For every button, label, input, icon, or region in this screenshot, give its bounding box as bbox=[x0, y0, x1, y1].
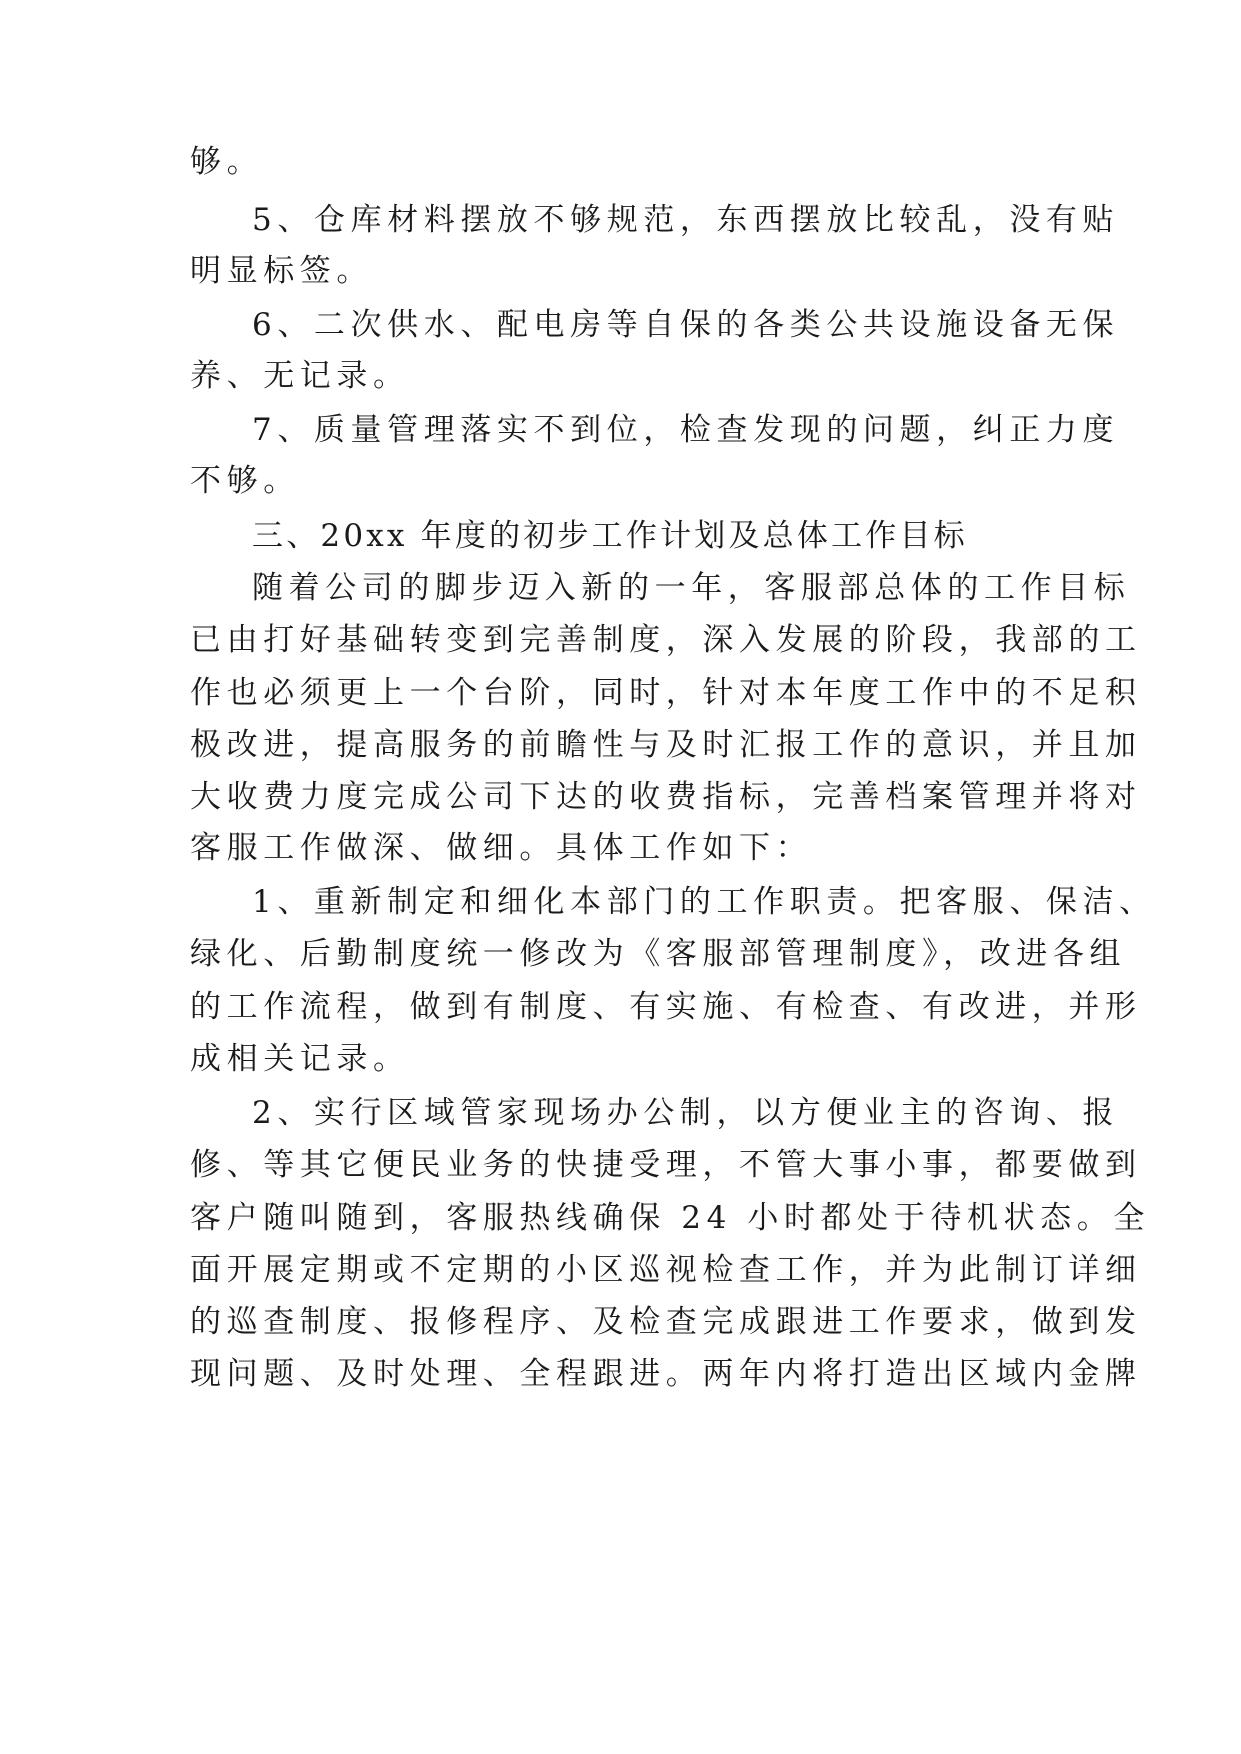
paragraph-line: 的巡查制度、报修程序、及检查完成跟进工作要求，做到发 bbox=[190, 1304, 1142, 1340]
section-heading: 三、20xx 年度的初步工作计划及总体工作目标 bbox=[252, 518, 968, 554]
paragraph-line: 随着公司的脚步迈入新的一年，客服部总体的工作目标 bbox=[252, 570, 1131, 606]
paragraph-line: 大收费力度完成公司下达的收费指标，完善档案管理并将对 bbox=[190, 779, 1142, 815]
list-item-6: 6、二次供水、配电房等自保的各类公共设施设备无保 bbox=[252, 307, 1120, 343]
list-item-5: 5、仓库材料摆放不够规范，东西摆放比较乱，没有贴 bbox=[252, 202, 1120, 238]
paragraph-line: 修、等其它便民业务的快捷受理，不管大事小事，都要做到 bbox=[190, 1147, 1142, 1183]
text-line: 养、无记录。 bbox=[190, 358, 410, 394]
paragraph-line: 的工作流程，做到有制度、有实施、有检查、有改进，并形 bbox=[190, 989, 1142, 1025]
paragraph-line: 作也必须更上一个台阶，同时，针对本年度工作中的不足积 bbox=[190, 675, 1142, 711]
list-item-7: 7、质量管理落实不到位，检查发现的问题，纠正力度 bbox=[252, 412, 1120, 448]
text-line: 不够。 bbox=[190, 463, 300, 499]
list-item-2: 2、实行区域管家现场办公制，以方便业主的咨询、报 bbox=[252, 1095, 1120, 1131]
paragraph-line: 客服工作做深、做细。具体工作如下： bbox=[190, 830, 813, 866]
paragraph-line: 绿化、后勤制度统一修改为《客服部管理制度》，改进各组 bbox=[190, 936, 1127, 972]
text-line: 够。 bbox=[190, 144, 264, 180]
paragraph-line: 面开展定期或不定期的小区巡视检查工作，并为此制订详细 bbox=[190, 1252, 1142, 1288]
paragraph-line: 客户随叫随到，客服热线确保 24 小时都处于待机状态。全 bbox=[190, 1200, 1150, 1236]
paragraph-line: 成相关记录。 bbox=[190, 1041, 410, 1077]
list-item-1: 1、重新制定和细化本部门的工作职责。把客服、保洁、 bbox=[252, 884, 1156, 920]
text-line: 明显标签。 bbox=[190, 253, 373, 289]
paragraph-line: 极改进，提高服务的前瞻性与及时汇报工作的意识，并且加 bbox=[190, 727, 1142, 763]
paragraph-line: 已由打好基础转变到完善制度，深入发展的阶段，我部的工 bbox=[190, 622, 1142, 658]
paragraph-line: 现问题、及时处理、全程跟进。两年内将打造出区域内金牌 bbox=[190, 1356, 1142, 1392]
